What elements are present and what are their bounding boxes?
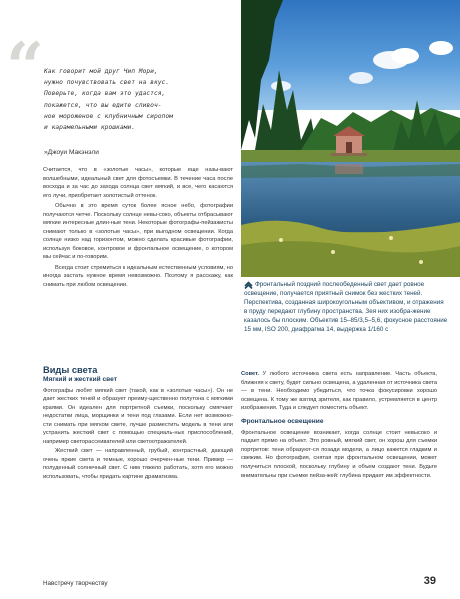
tip-paragraph xyxy=(241,370,437,413)
photo-caption-block xyxy=(244,280,448,334)
photo-caption: Фронтальный поздний послеобеденный свет дает ровное освещение, получается приятный снимок без жестких теней. Перспектива, созданная широкоугольным объективом, и отражения в пруду передают глубину пространства. Зея них изобра-жение казалось бы плоским. Объектив 15–85/3,5–5,6, фокусное расстояние 15 мм, ISO 200, диафрагма 14, выдержка 1/160 с xyxy=(244,281,448,333)
tip-text: У любого источника света есть направление. Часть объекта, ближняя к свету, будет сильно освещена, а удаленная от источника света — в тени. Необходимо убедиться, что точка фокусировки хорошо освещена. К тому же взгляд зрителя, как правило, устремляется в центр изображения. Туда и следует поместить объект. xyxy=(241,371,437,412)
intro-paragraph: Всегда стоит стремиться к идеальным естественным условиям, но иногда застать нужное время невозможно. Поэтому я расскажу, как снимать при любом освещении. xyxy=(43,264,233,288)
footer-running-title: Навстречу творчеству xyxy=(43,580,108,587)
frontal-light-title: Фронтальное освещение xyxy=(241,417,324,425)
lake-cabin-photo xyxy=(241,0,460,277)
soft-light-paragraph: Фотографы любят мягкий свет (такой, как в «золотые часы»). Он не дает жестких теней и образует преиму-щественно полутона с мягкими краями. Он идеален для портретной съемки, поскольку смягчает недостатки лица, морщинки и тени под глазами. Если нет возможно-сти снимать при мягком свете, лучше разместить модель в тени или устранить жесткий свет с помощью специаль-ных приспособлений, например светорассеивателей или светоотражателей. xyxy=(43,387,233,445)
tip-label: Совет. xyxy=(241,371,259,377)
quote-line: нужно почувствовать свет на вкус. xyxy=(44,79,170,87)
right-column xyxy=(241,370,437,482)
section-title: Виды света xyxy=(43,365,98,375)
quote-text xyxy=(44,66,240,133)
quote-line: Поверьте, когда вам это удастся, xyxy=(44,90,166,98)
quote-author: »Джоуи Макэнэли xyxy=(44,149,99,156)
intro-paragraph: Обычно в это время суток более ясное небо, фотографии получаются четче. Поскольку солнце невы-соко, объекты отбрасывают мягкие интересные длин-ные тени. Некоторые фотографы-пейзажисты снимают только в «золотые часы», при выгодном освещении. Когда солнце низко над горизонтом, можно сделать красивые фотографии, используя боковое, контровое и фронтальное освещение, о котором мы сейчас и по-говорим. xyxy=(43,203,233,260)
intro-paragraph: Считается, что в «золотые часы», которые еще назы-вают волшебными, идеальный свет для фотосъемки. В течение часа после восхода и за час до захода солнца свет мягкий, и все, чего касаются его лучи, приобретает золотистый оттенок. xyxy=(43,167,233,199)
soft-hard-light-title: Мягкий и жесткий свет xyxy=(43,376,117,383)
hard-light-paragraph: Жесткий свет — направленный, грубый, контрастный, дающий очень яркие света и темные, хорошо очерчен-ные тени. Пример — полуденный солнечный свет. С ним тяжело работать, хотя его можно использовать, чтобы придать картине драматизма. xyxy=(43,448,233,480)
frontal-light-paragraph: Фронтальное освещение возникает, когда солнце стоит невысоко и падает прямо на объект. Это ровный, мягкий свет, он хорош для съемки портретов: тени образуют-ся позади модели, а лицо кажется гладким и свежим. Но фотография, снятая при фронтальном освещении, может получиться плоской, поскольку глубину и объем создают тени. Будьте внимательны при съемке пейза-жей: глубина придает им эффектности. xyxy=(241,429,437,479)
page-number: 39 xyxy=(423,575,436,587)
chevron-up-icon xyxy=(244,280,253,289)
quote-line: Как говорит мой друг Чип Мори, xyxy=(44,68,158,75)
intro-text xyxy=(43,166,233,291)
left-column xyxy=(43,376,233,482)
quote-line: покажется, что вы едите сливоч- xyxy=(44,101,162,109)
quote-line: ное мороженое с клубничным сиропом xyxy=(44,112,173,120)
quote-line: и карамельными крошками. xyxy=(44,124,135,132)
quote-mark: “ xyxy=(6,28,38,106)
